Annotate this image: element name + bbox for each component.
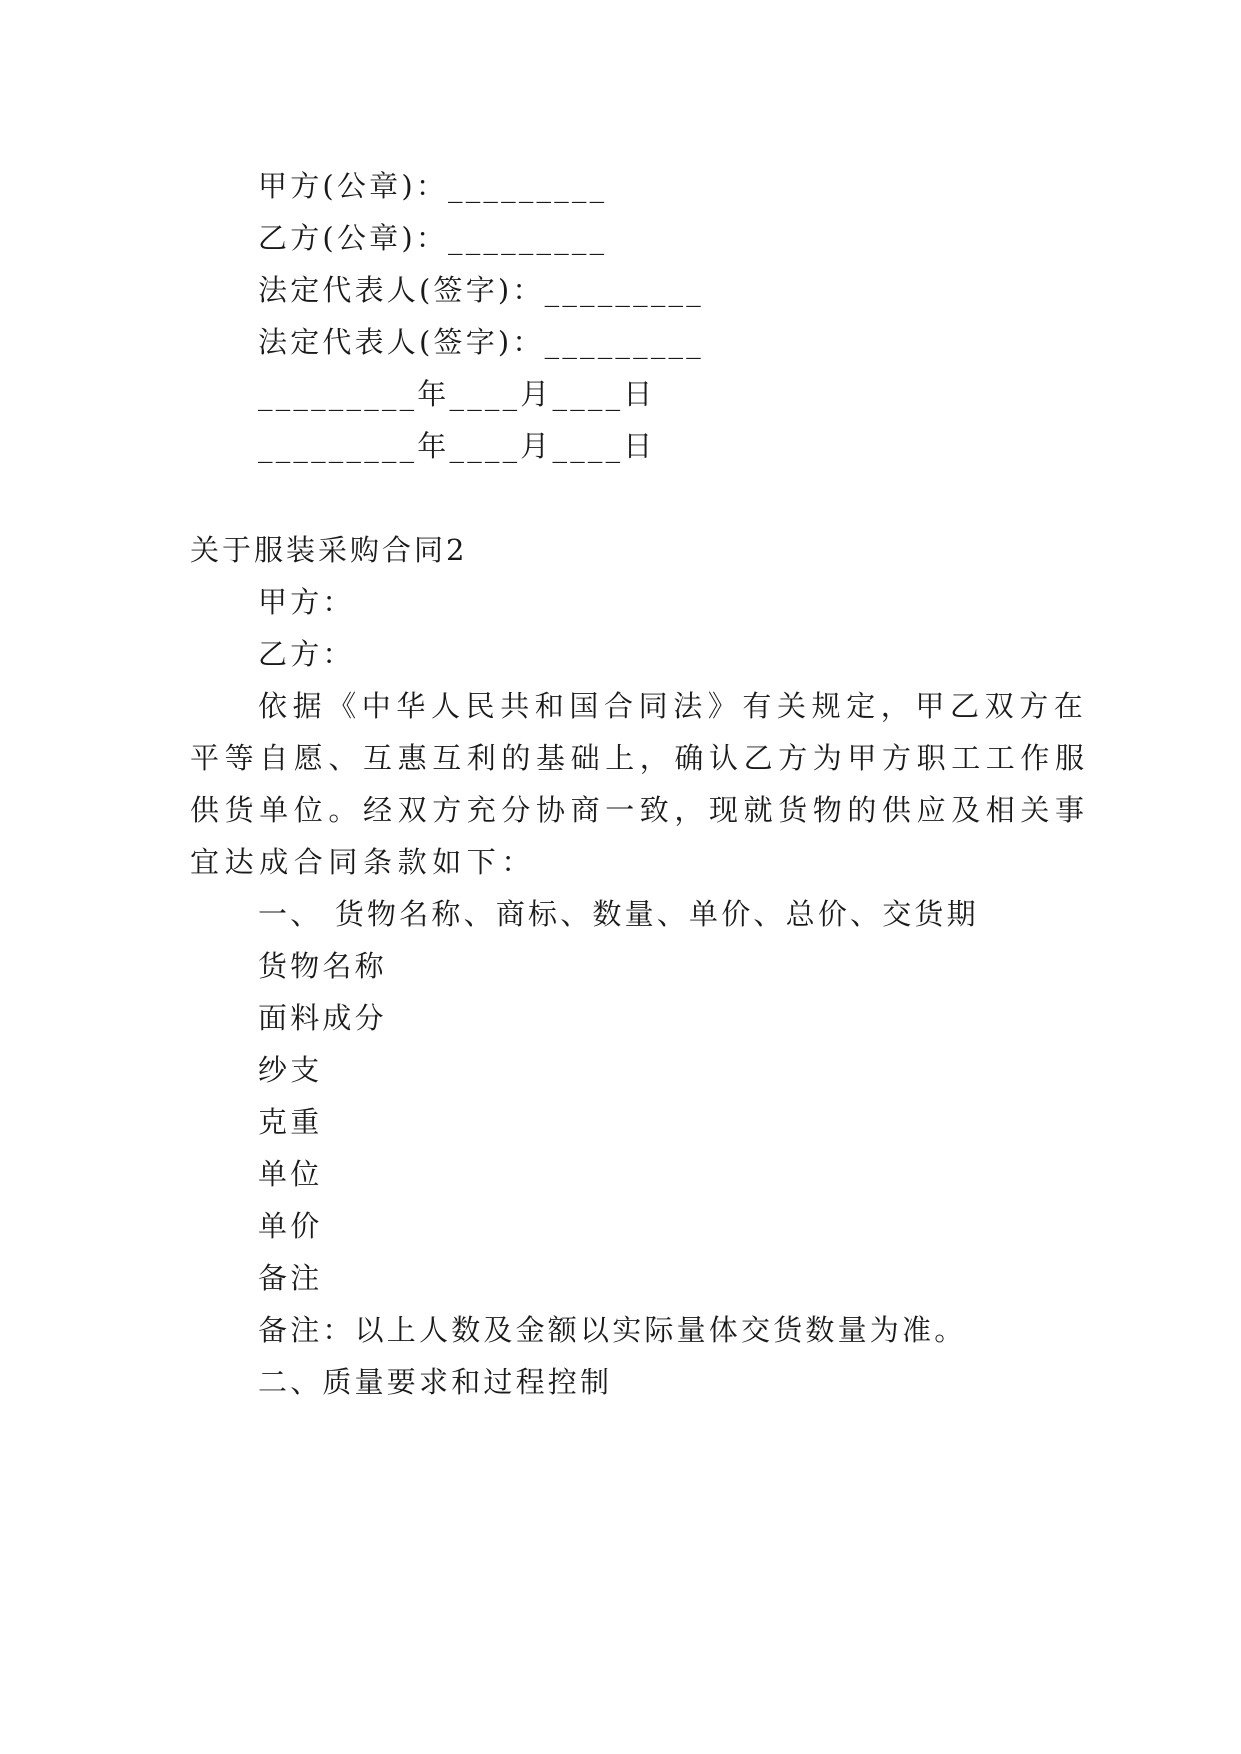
- intro-paragraph-line: 平等自愿、互惠互利的基础上，确认乙方为甲方职工工作服: [190, 741, 1090, 775]
- field-remarks: 备注: [258, 1261, 323, 1295]
- legal-rep-b-line: 法定代表人(签字)：_________: [258, 325, 704, 359]
- date-line-b: _________年____月____日: [258, 429, 656, 463]
- field-yarn-count: 纱支: [258, 1053, 323, 1087]
- field-fabric-composition: 面料成分: [258, 1001, 387, 1035]
- section-1-heading: 一、 货物名称、商标、数量、单价、总价、交货期: [258, 897, 979, 931]
- remarks-note: 备注：以上人数及金额以实际量体交货数量为准。: [258, 1313, 967, 1347]
- party-b-seal-line: 乙方(公章)：_________: [258, 221, 608, 255]
- intro-paragraph-line: 宜达成合同条款如下：: [190, 845, 537, 879]
- field-goods-name: 货物名称: [258, 949, 387, 983]
- field-weight: 克重: [258, 1105, 323, 1139]
- intro-paragraph-line: 依据《中华人民共和国合同法》有关规定，甲乙双方在: [258, 689, 1089, 723]
- contract-title: 关于服装采购合同2: [190, 533, 468, 567]
- party-a-label: 甲方：: [258, 585, 355, 619]
- party-b-label: 乙方：: [258, 637, 355, 671]
- section-2-heading: 二、质量要求和过程控制: [258, 1365, 613, 1399]
- party-a-seal-line: 甲方(公章)：_________: [258, 169, 608, 203]
- intro-paragraph-line: 供货单位。经双方充分协商一致，现就货物的供应及相关事: [190, 793, 1090, 827]
- date-line-a: _________年____月____日: [258, 377, 656, 411]
- field-unit-price: 单价: [258, 1209, 323, 1243]
- field-unit: 单位: [258, 1157, 323, 1191]
- legal-rep-a-line: 法定代表人(签字)：_________: [258, 273, 704, 307]
